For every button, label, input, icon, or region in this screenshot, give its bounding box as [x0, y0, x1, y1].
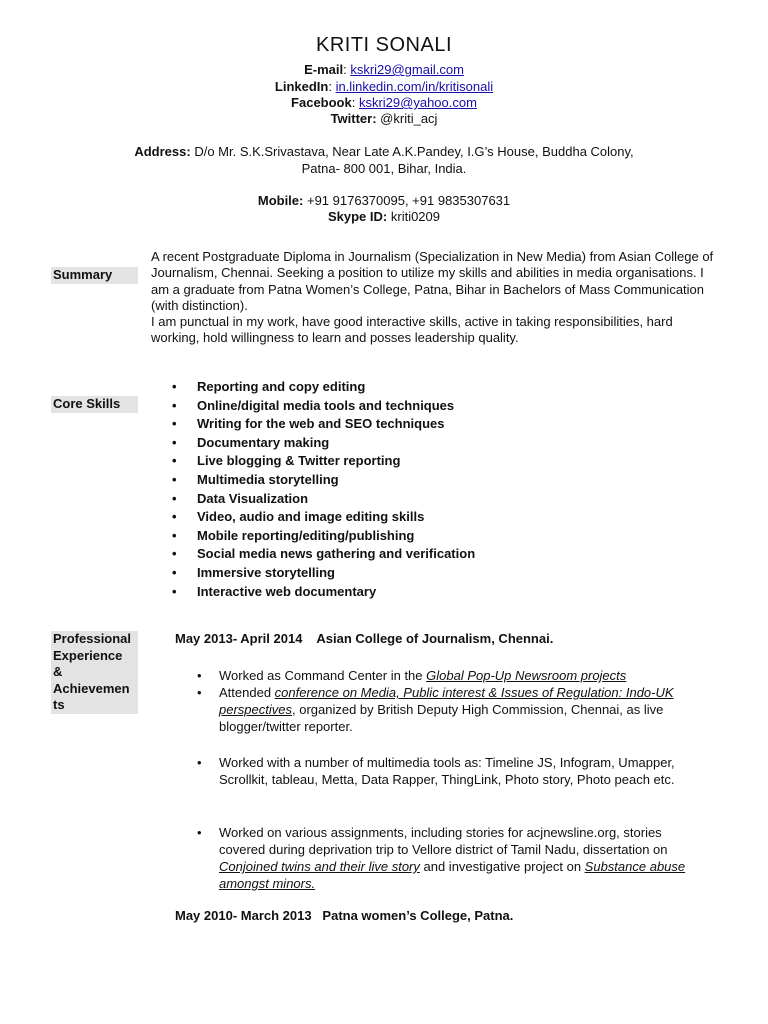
email-link[interactable]: kskri29@gmail.com [350, 62, 464, 77]
mobile-line [0, 193, 768, 210]
achievement-text: Worked as Command Center in the [219, 668, 427, 683]
achievement-item: • Worked with a number of multimedia tools as: Timeline JS, Infogram, Umapper, Scrollkit, tableau, Metta, Data Rapper, ThingLink, Photo story, Photo peach etc. [197, 754, 697, 788]
experience-label [51, 631, 138, 714]
address-text-2: Patna- 800 001, Bihar, India. [301, 161, 467, 176]
skill-item: • Online/digital media tools and techniques [172, 397, 475, 416]
address-line-2 [0, 161, 768, 178]
summary-paragraph-1: A recent Postgraduate Diploma in Journalism (Specialization in New Media) from Asian College of Journalism, Chennai. Seeking a position to utilize my skills and abilities in media organisations. I am a graduate from Patna Women’s College, Patna, Bihar in Bachelors of Mass Communication (with distinction). [151, 249, 714, 313]
skill-item: • Documentary making [172, 434, 475, 453]
global-popup-newsroom-link[interactable]: Global Pop-Up Newsroom projects [426, 668, 627, 683]
linkedin-line: LinkedIn: in.linkedin.com/in/kritisonali [274, 79, 494, 94]
skill-item: • Data Visualization [172, 490, 475, 509]
skills-list [172, 378, 475, 601]
experience-label-line: ts [53, 697, 65, 712]
address-text-1: D/o Mr. S.K.Srivastava, Near Late A.K.Pandey, I.G’s House, Buddha Colony, [194, 144, 634, 159]
experience-label-line: Professional [53, 631, 132, 646]
substance-abuse-link[interactable]: Substance abuse amongst minors. [219, 859, 686, 891]
facebook-label: Facebook [291, 95, 352, 110]
achievement-text: Attended [219, 685, 275, 700]
summary-paragraph-2: I am punctual in my work, have good interactive skills, active in taking responsibilities, hard working, hold willingness to learn and posses leadership quality. [151, 314, 673, 346]
summary-text [151, 249, 716, 347]
skype-label: Skype ID: [327, 209, 388, 224]
achievement-item [197, 667, 697, 684]
achievement-list-1 [197, 667, 697, 735]
achievement-item [197, 684, 697, 735]
skill-item: • Mobile reporting/editing/publishing [172, 527, 475, 546]
job-heading-pwc: May 2010- March 2013 Patna women’s College, Patna. [175, 908, 514, 923]
skill-item: • Interactive web documentary [172, 583, 475, 602]
job-heading-acj: May 2013- April 2014 Asian College of Journalism, Chennai. [175, 631, 554, 646]
linkedin-label: LinkedIn [274, 79, 329, 94]
skill-item: • Writing for the web and SEO techniques [172, 415, 475, 434]
achievement-text: and investigative project on [419, 859, 585, 874]
address-line-1 [0, 144, 768, 161]
achievement-list-3 [197, 824, 697, 892]
skill-item: • Multimedia storytelling [172, 471, 475, 490]
mobile-number: +91 9176370095, +91 9835307631 [306, 193, 511, 208]
experience-label-line: & [53, 664, 63, 679]
summary-label: Summary [51, 267, 138, 284]
facebook-link[interactable]: kskri29@yahoo.com [358, 95, 477, 110]
conjoined-twins-link[interactable]: Conjoined twins and their live story [219, 859, 420, 874]
core-skills-label: Core Skills [51, 396, 138, 413]
skill-item: • Reporting and copy editing [172, 378, 475, 397]
skype-id: kriti0209 [390, 209, 440, 224]
skill-item: • Social media news gathering and verification [172, 545, 475, 564]
twitter-handle: @kriti_acj [380, 111, 438, 126]
achievement-text: , organized by British Deputy High Commission, Chennai, as live blogger/twitter reporter. [219, 702, 664, 734]
facebook-line: Facebook: kskri29@yahoo.com [291, 95, 477, 110]
twitter-label: Twitter: [330, 111, 377, 126]
achievement-text: Worked on various assignments, including stories for acjnewsline.org, stories covered during deprivation trip to Vellore district of Tamil Nadu, dissertation on [219, 825, 668, 857]
skill-item: • Video, audio and image editing skills [172, 508, 475, 527]
twitter-line [0, 111, 768, 128]
experience-label-line: Experience [53, 647, 123, 663]
skill-item: • Live blogging & Twitter reporting [172, 452, 475, 471]
email-label: E-mail [304, 62, 344, 77]
achievement-list-2 [197, 754, 697, 788]
skype-line [0, 209, 768, 226]
email-line: E-mail: kskri29@gmail.com [304, 62, 464, 77]
linkedin-link[interactable]: in.linkedin.com/in/kritisonali [335, 79, 494, 94]
mobile-label: Mobile: [257, 193, 304, 208]
achievement-item [197, 824, 697, 892]
address-label: Address: [134, 144, 191, 159]
experience-label-line: Achievemen [53, 680, 130, 696]
candidate-name: KRITI SONALI [315, 34, 453, 56]
conference-link[interactable]: conference on Media, Public interest & Issues of Regulation: Indo-UK perspectives [219, 685, 674, 717]
skill-item: • Immersive storytelling [172, 564, 475, 583]
